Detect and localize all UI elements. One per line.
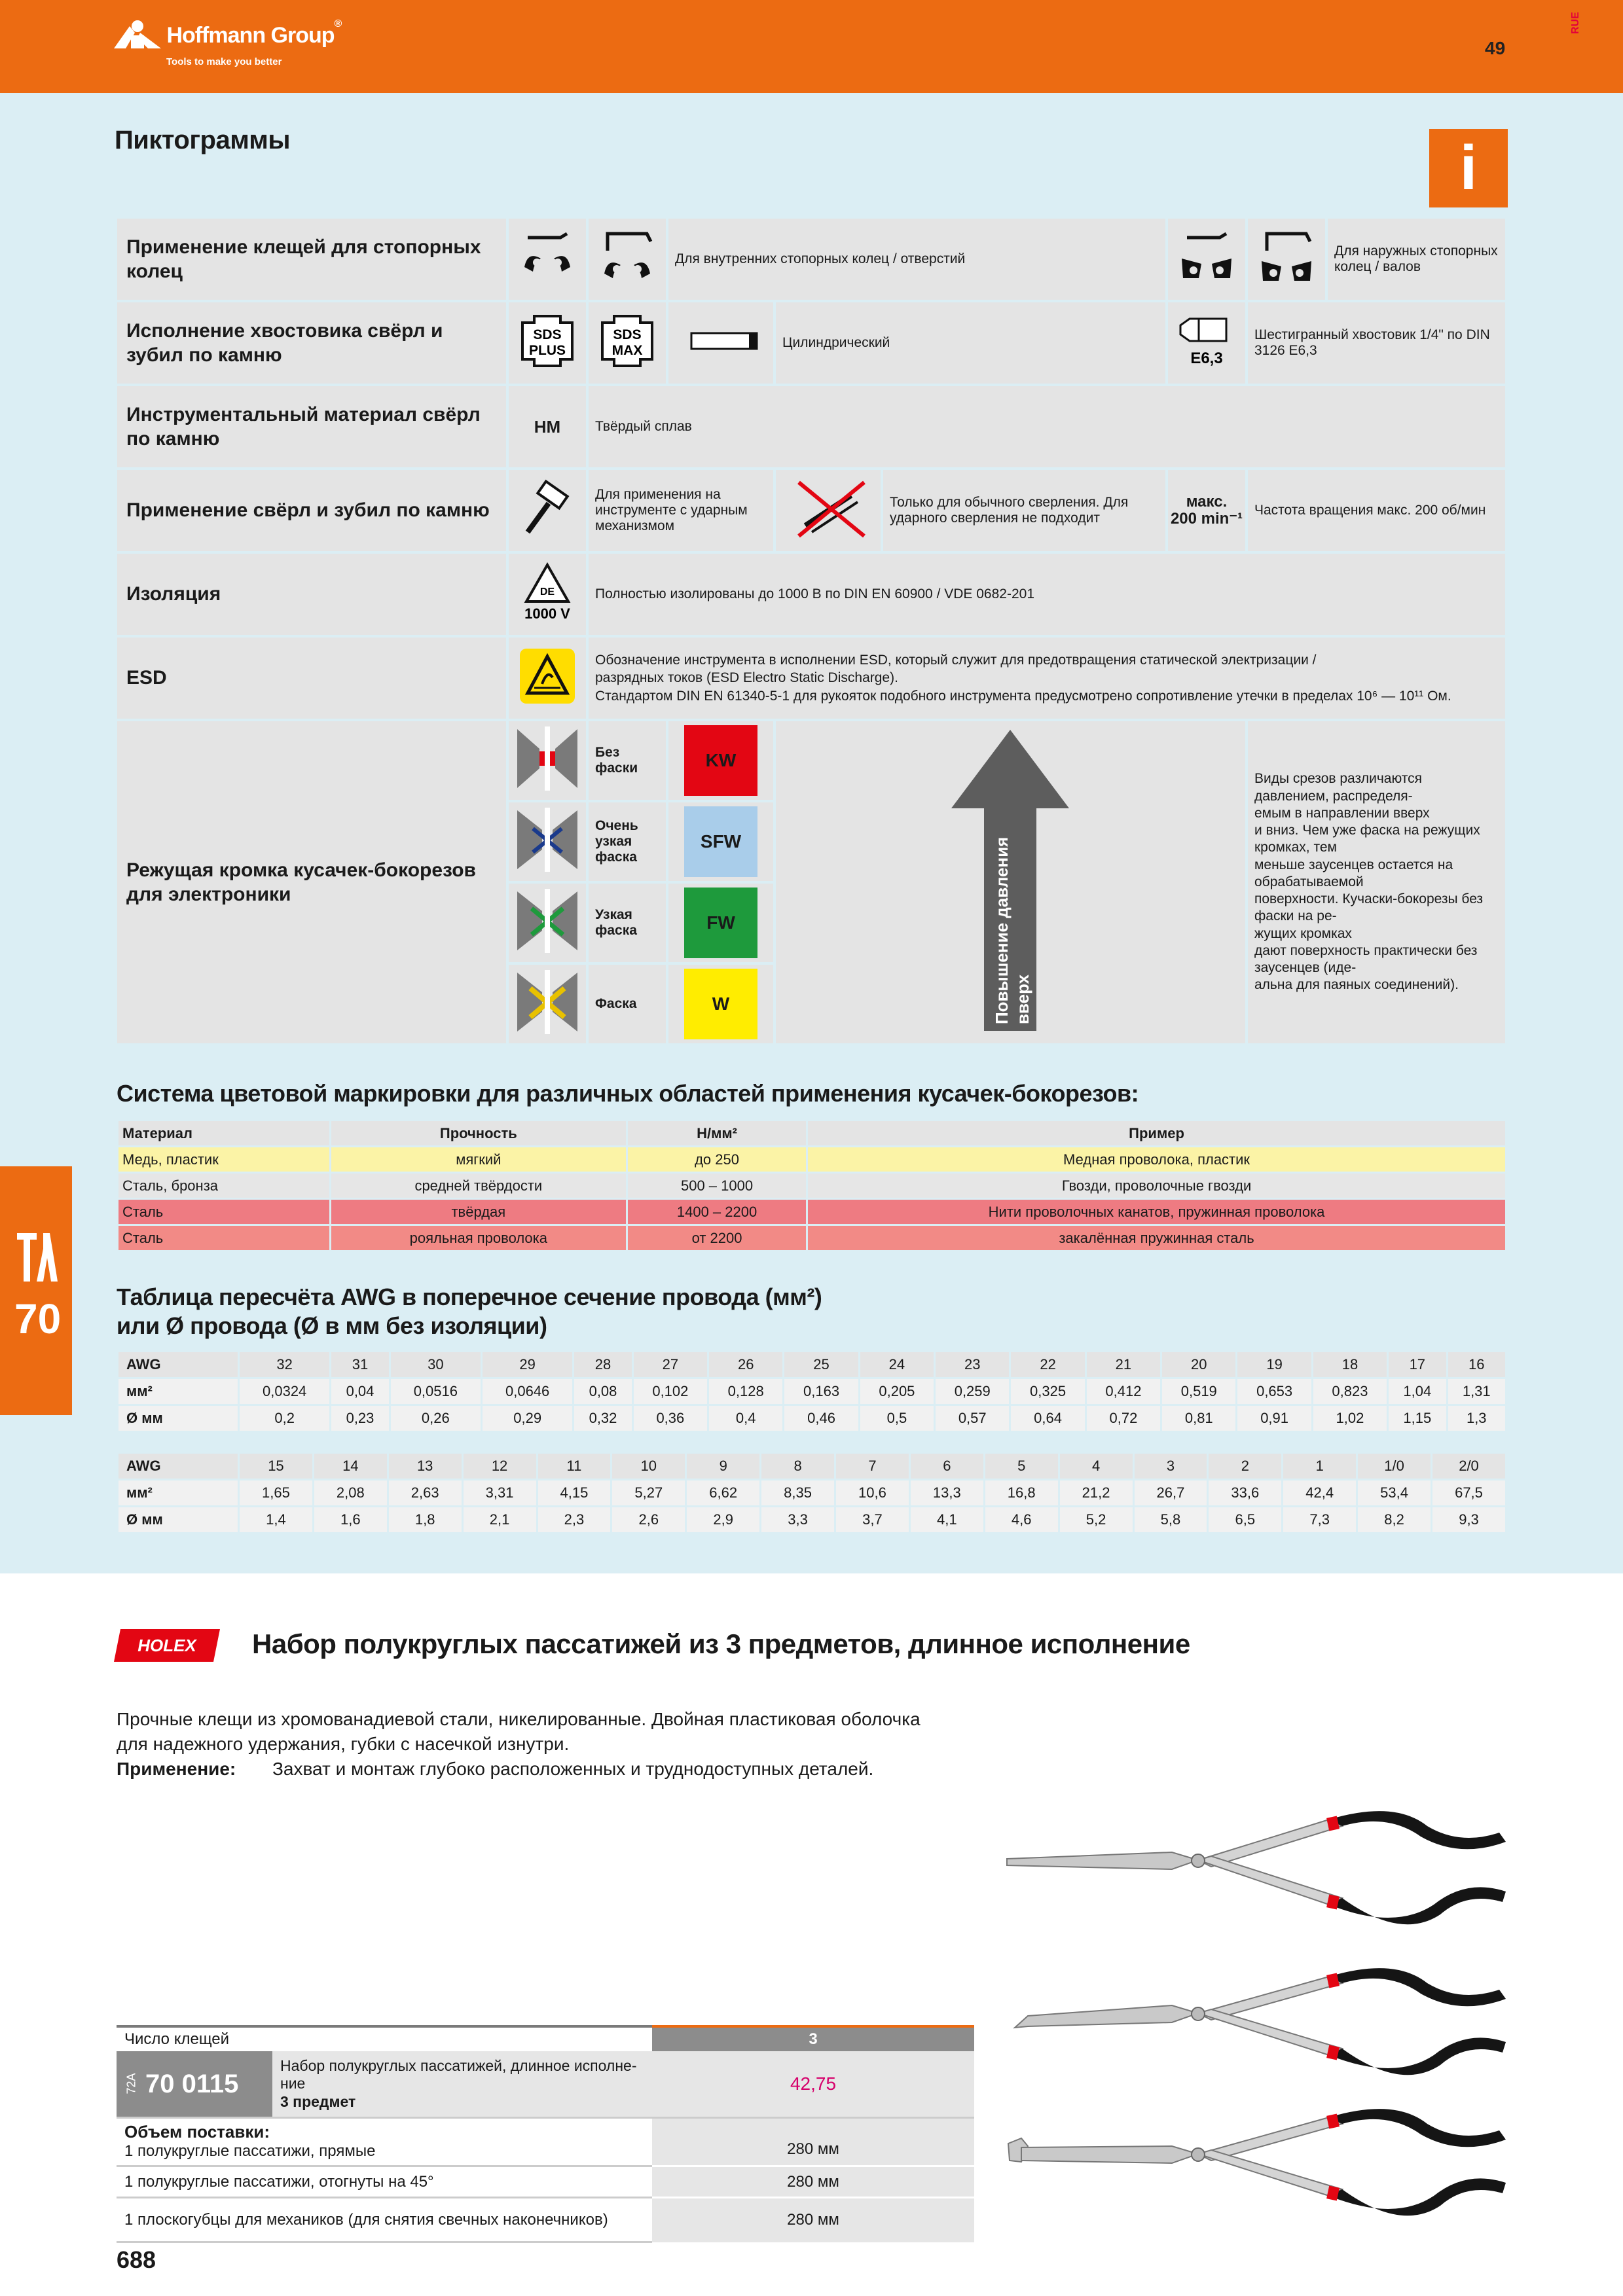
awg-cell: 1 [1283,1454,1356,1479]
awg-cell: 0,81 [1162,1406,1235,1431]
awg-cell: 0,5 [860,1406,934,1431]
cut-bevel-icon [509,965,586,1043]
table-row [119,1226,1505,1250]
awg-cell: 0,412 [1087,1379,1160,1404]
column-header: Материал [119,1121,329,1145]
awg-cell: 28 [574,1352,631,1377]
scope-size: 280 мм [652,2118,974,2166]
sds-label: SDS [613,327,642,342]
awg-cell: 23 [936,1352,1009,1377]
article-prefix: 72A [124,2072,138,2094]
edge-name: Узкая фаска [589,884,666,962]
scope-item: 1 плоскогубцы для механиков (для снятия свечных наконечников) [117,2198,652,2242]
row-text: Шестигранный хвостовик 1/4" по DIN 3126 E6,3 [1248,302,1505,384]
esd-line: Обозначение инструмента в исполнении ESD, который служит для предотвращения статической электризации / [595,653,1317,668]
awg-cell: 20 [1162,1352,1235,1377]
internal-circlip-angled-icon [589,219,666,300]
edge-name: Фаска [589,965,666,1043]
awg-cell: 0,519 [1162,1379,1235,1404]
order-article-row[interactable] [117,2051,974,2118]
awg-row [119,1480,1505,1505]
table-cell: Сталь, бронза [119,1174,329,1198]
header-value: 3 [652,2026,974,2051]
awg-title-line: Таблица пересчёта AWG в поперечное сечение провода (мм²) [117,1283,822,1310]
column-header: Н/мм² [628,1121,806,1145]
row-text: Для внутренних стопорных колец / отверстий [668,219,1165,300]
pictogram-row [117,386,1505,467]
awg-cell: 8,2 [1358,1507,1431,1532]
scope-size: 280 мм [652,2198,974,2242]
awg-cell: 0,653 [1237,1379,1311,1404]
awg-cell: 0,325 [1011,1379,1084,1404]
pliers-spark-plug-image [1002,2098,1512,2229]
awg-cell: 3,31 [464,1480,536,1505]
row-text: Твёрдый сплав [589,386,1505,467]
info-icon: i [1429,129,1508,207]
awg-cell: 1,31 [1448,1379,1506,1404]
scope-label: Объем поставки: [124,2122,270,2142]
awg-cell: 2,9 [687,1507,759,1532]
pictogram-row [117,554,1505,635]
hex-shank-label: E6,3 [1190,350,1223,367]
edge-code-cell [668,884,773,962]
awg-cell: 10,6 [836,1480,909,1505]
awg-cell: 0,57 [936,1406,1009,1431]
arrow-text-1: Повышение давления [992,836,1012,1024]
scope-size: 280 мм [652,2166,974,2198]
pictogram-row [117,219,1505,300]
awg-cell: 2,1 [464,1507,536,1532]
pictogram-row [117,637,1505,719]
application-label: Применение: [117,1758,236,1779]
row-text: Частота вращения макс. 200 об/мин [1248,470,1505,551]
awg-row [119,1352,1505,1377]
row-text: Для применения на инструменте с ударным механизмом [589,470,773,551]
cut-no-bevel-icon [509,721,586,800]
product-title: Набор полукруглых пассатижей из 3 предметов, длинное исполнение [252,1628,1190,1659]
column-header: Прочность [331,1121,626,1145]
color-system-table [117,1119,1507,1252]
awg-cell: 13,3 [911,1480,983,1505]
awg-cell: 29 [483,1352,572,1377]
order-header-row [117,2026,974,2051]
max-rpm-badge [1168,470,1245,551]
awg-cell: 3,3 [761,1507,834,1532]
sds-max-icon [589,302,666,384]
table-row [119,1200,1505,1224]
awg-cell: 2 [1209,1454,1281,1479]
table-cell: Сталь [119,1200,329,1224]
awg-row-label: Ø мм [119,1507,238,1532]
awg-cell: 0,0324 [240,1379,329,1404]
page-number-bottom: 688 [117,2246,156,2273]
order-table [117,2025,974,2243]
max-rpm-label: макс. [1186,492,1228,511]
awg-title-line: или Ø провода (Ø в мм без изоляции) [117,1312,547,1339]
edge-code-badge: KW [684,725,757,796]
table-row [119,1174,1505,1198]
article-number: 70 0115 [145,2069,239,2098]
row-label: ESD [117,637,506,719]
awg-cell: 0,64 [1011,1406,1084,1431]
awg-cell: 1/0 [1358,1454,1431,1479]
awg-cell: 3,7 [836,1507,909,1532]
row-label: Исполнение хвостовика свёрл и зубил по камню [117,302,506,384]
vde-voltage: 1000 V [524,605,570,622]
awg-cell: 31 [331,1352,388,1377]
awg-cell: 0,163 [784,1379,858,1404]
internal-circlip-pliers-icon [509,219,586,300]
hammer-icon [509,470,586,551]
awg-row-label: Ø мм [119,1406,238,1431]
awg-cell: 9,3 [1432,1507,1505,1532]
awg-cell: 25 [784,1352,858,1377]
row-label: Изоляция [117,554,506,635]
table-cell: Сталь [119,1226,329,1250]
awg-cell: 17 [1389,1352,1446,1377]
awg-row [119,1379,1505,1404]
scope-item: 1 полукруглые пассатижи, прямые [124,2142,376,2161]
pliers-tab-icon [14,1229,60,1284]
hoffmann-logo-icon [111,18,164,53]
table-cell: 500 – 1000 [628,1174,806,1198]
awg-cell: 8,35 [761,1480,834,1505]
awg-cell: 2,08 [314,1480,387,1505]
awg-cell: 6,5 [1209,1507,1281,1532]
scope-item: 1 полукруглые пассатижи, отогнуты на 45° [117,2166,652,2198]
brand-reg: ® [334,18,342,29]
awg-cell: 2,6 [612,1507,685,1532]
table-cell: до 250 [628,1147,806,1172]
application-text: Захват и монтаж глубоко расположенных и труднодоступных деталей. [272,1758,874,1779]
awg-cell: 0,205 [860,1379,934,1404]
awg-cell: 0,32 [574,1406,631,1431]
chapter-number: 70 [14,1295,62,1342]
table-header-row [119,1121,1505,1145]
hoffmann-logo[interactable] [111,18,342,67]
desc-line: поверхности. Кучаски-бокорезы без фаски на ре- [1254,891,1484,924]
article-name-line: Набор полукруглых пассатижей, длинное исполне- [280,2056,637,2074]
table-cell: закалённая пружинная сталь [808,1226,1505,1250]
esd-text [589,637,1505,719]
pictograms-table [115,216,1508,1046]
awg-cell: 30 [391,1352,481,1377]
column-header: Пример [808,1121,1505,1145]
awg-cell: 2,63 [389,1480,462,1505]
awg-cell: 4,6 [985,1507,1058,1532]
awg-cell: 8 [761,1454,834,1479]
brand-tagline: Tools to make you better [166,56,282,67]
awg-cell: 0,36 [634,1406,707,1431]
esd-line: Стандартом DIN EN 61340-5-1 для рукояток подобного инструмента предусмотрено сопротивление утечки в пределах 10⁶ — 10¹¹ Ом. [595,688,1451,704]
cutting-description [1248,721,1505,1043]
awg-cell: 14 [314,1454,387,1479]
desc-line: жущих кромках [1254,925,1352,941]
awg-cell: 15 [240,1454,312,1479]
awg-title [117,1283,822,1340]
awg-cell: 6,62 [687,1480,759,1505]
awg-cell: 0,823 [1313,1379,1387,1404]
desc-line: меньше заусенцев остается на обрабатываемой [1254,857,1453,889]
vde-mark: DE [539,586,555,598]
sds-label: SDS [533,327,562,342]
awg-cell: 1,3 [1448,1406,1506,1431]
awg-cell: 1,04 [1389,1379,1446,1404]
awg-cell: 27 [634,1352,707,1377]
awg-cell: 0,46 [784,1406,858,1431]
table-cell: Нити проволочных канатов, пружинная проволока [808,1200,1505,1224]
awg-cell: 7 [836,1454,909,1479]
awg-cell: 24 [860,1352,934,1377]
table-cell: Медь, пластик [119,1147,329,1172]
color-system-title: Система цветовой маркировки для различных областей применения кусачек-бокорезов: [117,1080,1139,1107]
hm-code: HM [509,386,586,467]
page-number-top: 49 [1485,38,1506,58]
awg-cell: 0,29 [483,1406,572,1431]
awg-cell: 0,0516 [391,1379,481,1404]
awg-cell: 5,27 [612,1480,685,1505]
edge-code-badge: SFW [684,806,757,877]
awg-cell: 0,4 [709,1406,782,1431]
table-row [119,1147,1505,1172]
edge-code-cell [668,965,773,1043]
desc-line: дают поверхность практически без заусенцев (иде- [1254,942,1478,976]
awg-cell: 4,15 [538,1480,611,1505]
desc-line: емым в направлении вверх [1254,805,1430,821]
awg-cell: 0,08 [574,1379,631,1404]
awg-cell: 5 [985,1454,1058,1479]
table-cell: твёрдая [331,1200,626,1224]
awg-cell: 53,4 [1358,1480,1431,1505]
article-name [272,2051,652,2117]
row-label: Режущая кромка кусачек-бокорезов для электроники [117,721,506,1043]
product-description [117,1707,921,1781]
awg-cell: 3 [1135,1454,1207,1479]
awg-cell: 0,102 [634,1379,707,1404]
external-circlip-angled-icon [1248,219,1325,300]
awg-cell: 0,23 [331,1406,388,1431]
awg-cell: 18 [1313,1352,1387,1377]
edge-code-badge: W [684,969,757,1039]
awg-cell: 26,7 [1135,1480,1207,1505]
awg-cell: 9 [687,1454,759,1479]
table-cell: средней твёрдости [331,1174,626,1198]
table-cell: Гвозди, проволочные гвозди [808,1174,1505,1198]
awg-cell: 10 [612,1454,685,1479]
awg-cell: 22 [1011,1352,1084,1377]
row-label: Инструментальный материал свёрл по камню [117,386,506,467]
awg-cell: 11 [538,1454,611,1479]
awg-cell: 0,26 [391,1406,481,1431]
awg-row-label: AWG [119,1454,238,1479]
desc-line: альна для паяных соединений). [1254,977,1459,993]
awg-cell: 12 [464,1454,536,1479]
awg-cell: 16 [1448,1352,1506,1377]
cut-narrow-bevel-icon [509,884,586,962]
esd-line: разрядных токов (ESD Electro Static Discharge). [595,670,898,686]
awg-cell: 16,8 [985,1480,1058,1505]
awg-row [119,1507,1505,1532]
awg-cell: 1,02 [1313,1406,1387,1431]
article-name-line: ние [280,2075,306,2092]
awg-cell: 5,2 [1060,1507,1133,1532]
article-cell [117,2051,652,2118]
price: 42,75 [652,2051,974,2118]
awg-cell: 1,6 [314,1507,387,1532]
awg-row-label: мм² [119,1480,238,1505]
awg-cell: 0,2 [240,1406,329,1431]
desc-line: и вниз. Чем уже фаска на режущих кромках, тем [1254,823,1480,855]
pictograms-title: Пиктограммы [115,126,291,154]
vde-1000v-icon [509,554,586,635]
arrow-text-2: вверх [1013,974,1033,1024]
desc-line: Виды срезов различаются давлением, распределя- [1254,771,1423,804]
scope-row [117,2118,974,2166]
chapter-tab[interactable] [0,1166,72,1415]
edge-code-badge: FW [684,888,757,958]
awg-cell: 2/0 [1432,1454,1505,1479]
external-circlip-pliers-icon [1168,219,1245,300]
row-label: Применение свёрл и зубил по камню [117,470,506,551]
cylindrical-shank-icon [668,302,773,384]
edge-name: Без фаски [589,721,666,800]
table-cell: Медная проволока, пластик [808,1147,1505,1172]
scope-row [117,2198,974,2242]
row-text: Для наружных стопорных колец / валов [1328,219,1505,300]
desc-line: Прочные клещи из хромованадиевой стали, никелированные. Двойная пластиковая оболочка [117,1709,921,1729]
max-rpm-value: 200 min⁻¹ [1170,510,1243,528]
scope-row [117,2166,974,2198]
awg-cell: 1,8 [389,1507,462,1532]
awg-row [119,1454,1505,1479]
pressure-arrow [776,721,1245,1043]
awg-cell: 21 [1087,1352,1160,1377]
awg-cell: 21,2 [1060,1480,1133,1505]
pliers-straight-image [1002,1806,1512,1937]
row-text: Цилиндрический [776,302,1165,384]
pictogram-row [117,470,1505,551]
awg-cell: 26 [709,1352,782,1377]
awg-cell: 6 [911,1454,983,1479]
pliers-45-image [1002,1957,1512,2088]
awg-cell: 0,91 [1237,1406,1311,1431]
edge-name: Очень узкая фаска [589,802,666,881]
sds-max-label: MAX [611,343,643,358]
awg-cell: 33,6 [1209,1480,1281,1505]
table-cell: рояльная проволока [331,1226,626,1250]
awg-cell: 42,4 [1283,1480,1356,1505]
awg-cell: 0,04 [331,1379,388,1404]
article-name-line: 3 предмет [280,2092,356,2110]
article-number-box [117,2051,272,2117]
holex-logo[interactable] [111,1626,223,1668]
row-text: Полностью изолированы до 1000 В по DIN EN 60900 / VDE 0682-201 [589,554,1505,635]
awg-cell: 1,15 [1389,1406,1446,1431]
awg-cell: 32 [240,1352,329,1377]
row-label: Применение клещей для стопорных колец [117,219,506,300]
esd-icon [509,637,586,719]
awg-cell: 0,259 [936,1379,1009,1404]
awg-cell: 19 [1237,1352,1311,1377]
awg-cell: 1,4 [240,1507,312,1532]
edge-code-cell [668,721,773,800]
table-cell: от 2200 [628,1226,806,1250]
awg-cell: 7,3 [1283,1507,1356,1532]
language-code: RUE [1570,12,1581,34]
table-cell: мягкий [331,1147,626,1172]
cut-very-narrow-bevel-icon [509,802,586,881]
header-label: Число клещей [117,2026,652,2051]
awg-cell: 1,65 [240,1480,312,1505]
awg-cell: 0,128 [709,1379,782,1404]
awg-row-label: AWG [119,1352,238,1377]
pictogram-row [117,302,1505,384]
scope-cell [117,2118,652,2166]
awg-table [117,1350,1507,1433]
awg-cell: 0,72 [1087,1406,1160,1431]
awg-cell: 5,8 [1135,1507,1207,1532]
holex-brand: HOLEX [137,1636,196,1655]
brand-name: Hoffmann Group [166,23,335,48]
no-impact-drill-icon [776,470,881,551]
awg-row-label: мм² [119,1379,238,1404]
edge-code-cell [668,802,773,881]
row-text: Только для обычного сверления. Для ударного сверления не подходит [883,470,1165,551]
hex-shank-icon [1168,302,1245,384]
desc-line: для надежного удержания, губки с насечкой изнутри. [117,1733,570,1754]
table-cell: 1400 – 2200 [628,1200,806,1224]
awg-table [117,1452,1507,1534]
cutting-row [117,721,1505,800]
awg-cell: 2,3 [538,1507,611,1532]
awg-cell: 4 [1060,1454,1133,1479]
awg-cell: 4,1 [911,1507,983,1532]
sds-plus-icon [509,302,586,384]
awg-row [119,1406,1505,1431]
awg-cell: 13 [389,1454,462,1479]
awg-cell: 0,0646 [483,1379,572,1404]
sds-plus-label: PLUS [528,343,566,358]
awg-cell: 67,5 [1432,1480,1505,1505]
